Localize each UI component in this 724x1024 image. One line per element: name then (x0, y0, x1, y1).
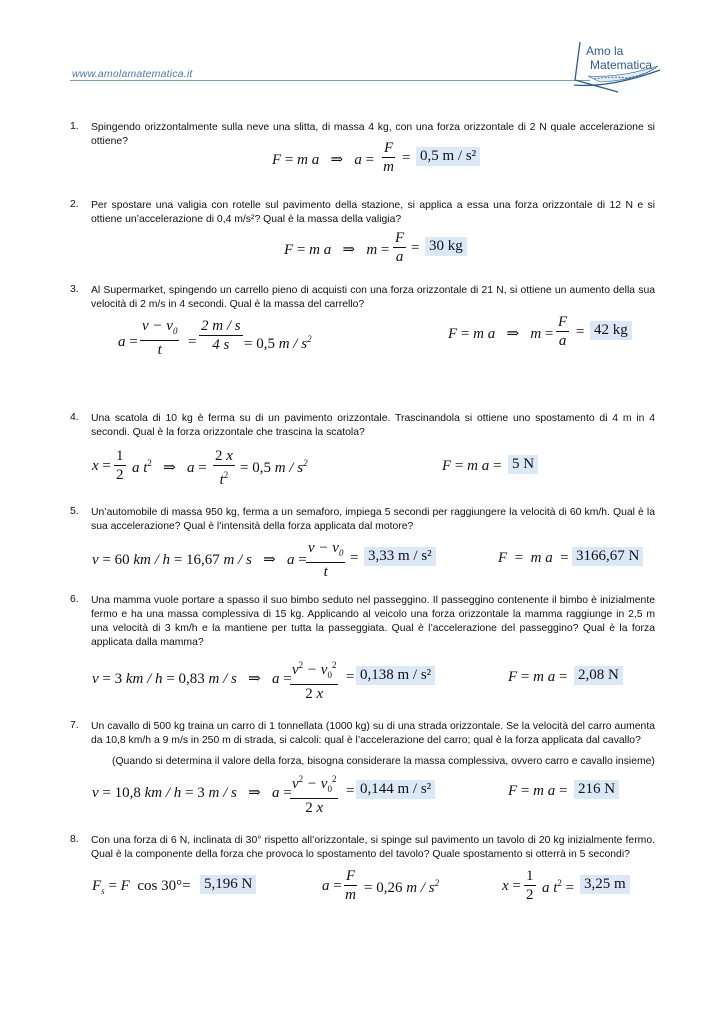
result-force-component: 5,196 N (200, 875, 256, 894)
result-mass: 42 kg (590, 321, 632, 340)
result-displacement: 3,25 m (580, 875, 630, 894)
result-acceleration: 0,5 m / s² (416, 147, 480, 166)
problem-number: 6. (70, 594, 79, 605)
problem-number: 7. (70, 720, 79, 731)
problem-number: 3. (70, 284, 79, 295)
logo-text-line1: Amo la (586, 44, 624, 58)
site-url[interactable]: www.amolamatematica.it (72, 68, 193, 80)
problem-text: Spingendo orizzontalmente sulla neve una slitta, di massa 4 kg, con una forza orizzontale di 2 N quale accelerazione si ottiene? (91, 122, 655, 147)
result-force: 216 N (574, 780, 619, 799)
problem-text: Un’automobile di massa 950 kg, ferma a un semaforo, impiega 5 secondi per raggiungere la velocità di 60 km/h. Qual è la sua accelerazione? Qual è l’intensità della forza applicata dal motore? (91, 507, 655, 532)
problem-text: Con una forza di 6 N, inclinata di 30° rispetto all’orizzontale, si spinge sul pavimento un tavolo di 20 kg inizialmente fermo. Qual è la componente della forza che provoca lo spostamento del tavolo? Quale spostamento si otterrà in 5 secondi? (91, 835, 655, 860)
problem-text: Un cavallo di 500 kg traina un carro di 1 tonnellata (1000 kg) su di una strada orizzontale. Se la velocità del carro aumenta da 10,8 km/h a 9 m/s in 250 m di strada, si calcoli: qual è l’accelerazione del carro; qual è la forza applicata dal cavallo? (91, 721, 655, 746)
problem-number: 5. (70, 506, 79, 517)
logo-text-line2: Matematica (590, 58, 653, 72)
result-acceleration: 0,138 m / s² (356, 666, 435, 685)
site-logo (560, 30, 670, 100)
problem-number: 2. (70, 199, 79, 210)
result-acceleration: 3,33 m / s² (364, 547, 436, 566)
result-acceleration: 0,144 m / s² (356, 780, 435, 799)
problem-note: (Quando si determina il valore della forza, bisogna considerare la massa complessiva, ovvero carro e cavallo insieme) (112, 756, 655, 767)
result-mass: 30 kg (425, 237, 467, 256)
problem-text: Una scatola di 10 kg è ferma su di un pavimento orizzontale. Trascinandola si ottiene uno spostamento di 4 m in 4 secondi. Qual è la forza orizzontale che trascina la scatola? (91, 413, 655, 438)
result-force: 2,08 N (574, 666, 623, 685)
result-force: 5 N (508, 455, 538, 474)
problem-number: 4. (70, 412, 79, 423)
problem-text: Al Supermarket, spingendo un carrello pieno di acquisti con una forza orizzontale di 21 N, si ottiene un aumento della sua velocità di 2 m/s in 4 secondi. Qual è la massa del carrello? (91, 285, 655, 310)
header-divider (70, 80, 590, 81)
result-force: 3166,67 N (572, 547, 643, 566)
problem-number: 8. (70, 834, 79, 845)
problem-text: Una mamma vuole portare a spasso il suo bimbo seduto nel passeggino. Il passeggino contenente il bimbo è inizialmente fermo e ha una massa complessiva di 15 kg. Applicando al veicolo una forza orizzontale la mamma raggiunge in 2,5 m una velocità di 3 km/h e la mantiene per tutta la passeggiata. Qual è l’accelerazione del passeggino? Qual è la forza applicata dalla mamma? (91, 595, 655, 648)
problem-text: Per spostare una valigia con rotelle sul pavimento della stazione, si applica a essa una forza orizzontale di 12 N e si ottiene un’accelerazione di 0,4 m/s²? Qual è la massa della valigia? (91, 200, 655, 225)
problem-number: 1. (70, 121, 79, 132)
